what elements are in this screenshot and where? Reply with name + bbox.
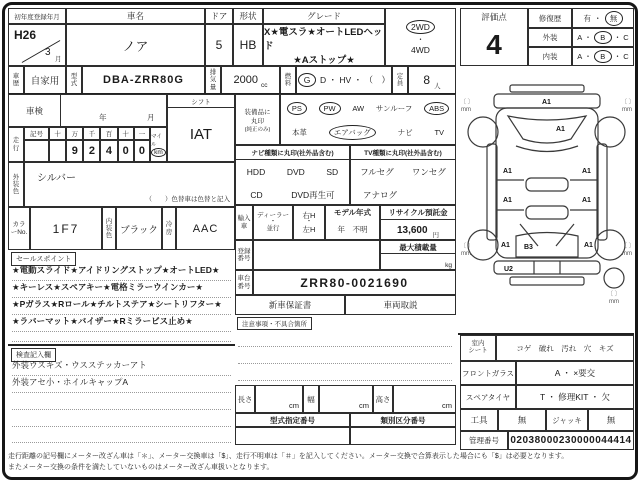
mileage-table — [24, 127, 150, 162]
footer-note-line1: 走行距離の記号欄にメーター改ざん車は「＊」、メーター交換車は「$」、走行不明車は「＃」を記入してください。メーター交換で合算表示した場合にも「$」は必要となります。 — [8, 453, 569, 460]
tread-unit: mm — [622, 251, 632, 257]
type-number-value — [235, 427, 350, 445]
tv-analog: アナログ — [363, 190, 398, 200]
mileage-unit-mile: マイル — [151, 134, 162, 148]
fuel-gasoline: G — [298, 73, 316, 87]
front-top-strip — [510, 85, 584, 92]
damage-code-rear-bumper: U2 — [504, 266, 513, 273]
repair-yes: 有 — [583, 13, 591, 23]
tread-bracket: 〔 〕 — [460, 100, 474, 106]
rear-seat — [526, 206, 568, 219]
damage-code-tailgate: B3 — [524, 244, 533, 251]
width-label: 幅 — [303, 385, 319, 413]
repair-history-label: 修復歴 — [528, 8, 572, 28]
nav-dvd-play: DVD再生可 — [291, 190, 335, 200]
jack-value: 無 — [588, 409, 634, 431]
fuel-label: 燃料 — [280, 66, 296, 94]
capacity-unit: 人 — [434, 82, 441, 90]
import-dealer-cell — [253, 205, 293, 240]
spare-tire — [604, 268, 624, 288]
reg-month: 3 — [45, 47, 51, 58]
tread-unit: mm — [461, 251, 471, 257]
tread-unit: mm — [461, 107, 471, 113]
handle-cell — [293, 205, 325, 240]
equipment-label-1: 装備品に — [244, 108, 271, 116]
car-name-label: 車名 — [66, 8, 205, 24]
bumper-notches — [534, 261, 560, 274]
mid-seat — [526, 178, 568, 191]
door-count: 5 — [205, 24, 233, 66]
front-left-wheel — [468, 117, 498, 147]
shift-value: IAT — [189, 125, 213, 143]
grade-c: C — [623, 33, 629, 42]
mgmt-number-label: 管理番号 — [460, 431, 508, 450]
grade-a: A — [577, 52, 583, 61]
max-load-label: 最大積載量 — [381, 241, 455, 254]
grade-b: B — [594, 50, 612, 63]
import-parallel: 並行 — [266, 224, 280, 232]
sales-line: ★電動スライド★アイドリングストップ★オートLED★ — [12, 264, 231, 281]
fuel-cell — [296, 66, 392, 94]
model-code-label: 型式 — [66, 66, 82, 94]
equipment-label — [235, 94, 280, 145]
nav-type-label: ナビ種類に丸印(社外品含む) — [236, 146, 349, 160]
equip-airbag: エアバッグ — [329, 125, 376, 140]
mileage-col: 一 — [134, 127, 150, 140]
shift-label: シフト — [168, 95, 234, 108]
nav-sd: SD — [326, 167, 339, 177]
mileage-col: 千 — [83, 127, 100, 140]
mileage-unit-cell — [150, 127, 167, 162]
dotted-line — [12, 393, 231, 410]
model-year-value: 年 不明 — [337, 224, 368, 234]
ext-color-note: （ ）色替車は色替と記入 — [145, 196, 230, 203]
damage-code-right-front-door: A1 — [582, 168, 591, 175]
drive-4wd: 4WD — [411, 44, 430, 55]
dotted-line — [12, 332, 231, 342]
repair-no: 無 — [605, 11, 623, 26]
handle-left: 左H — [302, 224, 316, 234]
mileage-digit: 4 — [100, 140, 117, 162]
reg-date-label: 初年度登録年月 — [8, 8, 66, 24]
recycle-label: リサイクル預託金 — [381, 206, 455, 220]
model-code: DBA-ZRR80G — [82, 66, 205, 94]
equip-leather: 本革 — [291, 128, 307, 137]
tread-bracket: 〔 〕 — [621, 244, 635, 250]
import-dot: ・ — [269, 218, 277, 226]
ext-color-cell — [24, 162, 235, 207]
recycle-unit: 円 — [432, 231, 440, 239]
grade-cell — [263, 24, 385, 66]
capacity-cell — [408, 66, 456, 94]
footer-notes — [8, 452, 632, 474]
footer-note-line2: またメーター交換の条件を満たしていないものはメーター改ざん車扱いとなります。 — [8, 463, 274, 471]
mileage-digit: 0 — [134, 140, 150, 162]
nav-dvd: DVD — [286, 167, 305, 177]
front-right-wheel — [595, 117, 625, 147]
repair-history-value — [572, 8, 634, 28]
score-cell — [460, 8, 528, 66]
sales-points-label: セールスポイント — [11, 252, 76, 266]
equipment-grid — [280, 94, 456, 145]
inspection-notes — [8, 347, 235, 445]
displacement-unit: cc — [260, 81, 268, 89]
mileage-digit: 9 — [66, 140, 83, 162]
max-load-unit: kg — [445, 262, 452, 269]
shaken-month-label: 月 — [147, 113, 155, 122]
tread-unit: mm — [609, 299, 619, 305]
mileage-col: 記号 — [24, 127, 49, 140]
recycle-amount: 13,600 — [396, 224, 428, 236]
capacity: 8 — [423, 73, 431, 87]
shaken-label: 車検 — [8, 94, 61, 127]
body-shape: HB — [233, 24, 263, 66]
width-unit: cm — [359, 401, 369, 410]
dotted-line — [238, 347, 452, 364]
registration-label: 登録番号 — [235, 240, 253, 270]
grade-label: グレード — [263, 8, 385, 24]
equipment-label-3: (純正のみ) — [244, 126, 271, 133]
inspection-line: 外装ウスキズ・ウスステッカーアト — [12, 359, 231, 376]
displacement: 2000 — [233, 74, 258, 86]
history-label: 車歴 — [8, 66, 24, 94]
damage-code-left-front-door: A1 — [503, 168, 512, 175]
equip-navi: ナビ — [397, 128, 413, 137]
grade-a: A — [577, 33, 583, 42]
mileage-label: 走行 — [8, 127, 24, 162]
ext-color-value: シルバー — [37, 173, 77, 184]
month-unit: 月 — [55, 56, 62, 63]
interior-grade-label: 内装 — [528, 47, 572, 66]
windshield-label: フロントガラス — [460, 361, 516, 385]
seat-label-cell — [460, 335, 496, 361]
inspection-notes-label: 検査記入欄 — [11, 348, 56, 362]
grade-line2: ★Aストップ★ — [293, 55, 355, 66]
tv-type-label: TV種類に丸印(社外品含む) — [351, 146, 455, 160]
damage-code-right-quarter: A1 — [584, 242, 593, 249]
interior-grade-value — [572, 47, 634, 66]
jack-label: ジャッキ — [546, 409, 588, 431]
ac-label: 冷房 — [162, 207, 176, 250]
mileage-col: 十 — [49, 127, 66, 140]
int-color: ブラック — [116, 207, 162, 250]
drive-2wd: 2WD — [406, 20, 435, 34]
mileage-digit: 0 — [118, 140, 134, 162]
dotted-line — [238, 331, 452, 347]
ac-value: AAC — [176, 207, 235, 250]
chassis-label: 車台番号 — [235, 270, 253, 295]
nav-cd: CD — [250, 190, 263, 200]
capacity-label: 定員 — [392, 66, 408, 94]
exterior-grade-label: 外装 — [528, 28, 572, 47]
nav-type-cell — [235, 145, 350, 205]
tools-value: 無 — [498, 409, 546, 431]
mileage-digit — [24, 140, 49, 162]
score-label: 評価点 — [481, 12, 507, 22]
color-no: 1F7 — [30, 207, 102, 250]
sep-dot: ・ — [594, 13, 602, 23]
sep-dot: ・ — [584, 33, 592, 42]
sales-line: ★キーレス★スペアキー★電格ミラーウインカー★ — [12, 281, 231, 298]
nav-hdd: HDD — [246, 167, 266, 177]
sales-line: ★Pガラス★Rロール★チルトステア★シートリフター★ — [12, 298, 231, 315]
score-value: 4 — [486, 29, 502, 60]
tv-oneseg: ワンセグ — [411, 167, 446, 177]
class-number-label: 類別区分番号 — [350, 413, 456, 427]
manual-label: 車両取説 — [345, 295, 456, 315]
max-load-cell — [380, 240, 456, 270]
shift-cell — [167, 94, 235, 162]
rear-bottom-strip — [510, 277, 584, 285]
shaken-cell — [8, 94, 167, 127]
import-dealer: ディーラー — [257, 211, 289, 219]
windshield — [508, 116, 586, 143]
equip-pw: PW — [319, 102, 341, 115]
spare-tire-label: スペアタイヤ — [460, 385, 516, 409]
sep-dot: ・ — [613, 33, 622, 42]
grade-b: B — [594, 31, 612, 44]
equip-ps: PS — [287, 102, 307, 115]
tread-unit: mm — [622, 107, 632, 113]
seat-label-2: シート — [468, 347, 488, 354]
color-no-label: カラーNo. — [8, 207, 30, 250]
width-value — [319, 385, 373, 413]
mileage-col: 万 — [66, 127, 83, 140]
model-year-label: モデル年式 — [333, 208, 372, 217]
sep-dot: ・ — [613, 52, 622, 61]
handle-right: 右H — [302, 210, 316, 220]
equipment-label-2: 丸印 — [251, 117, 264, 125]
reg-year: H26 — [14, 28, 37, 42]
windshield-value: A ・ ×要交 — [516, 361, 634, 385]
grade-c: C — [623, 52, 629, 61]
warranty-label: 新車保証書 — [235, 295, 345, 315]
car-body — [496, 108, 598, 258]
mileage-col: 百 — [100, 127, 117, 140]
length-value — [255, 385, 303, 413]
equip-aw: AW — [352, 103, 365, 113]
handle-dot: ・ — [305, 218, 313, 226]
cargo-lines — [520, 224, 574, 246]
car-name: ノア — [66, 24, 205, 66]
length-label: 長さ — [235, 385, 255, 413]
class-number-value — [350, 427, 456, 445]
history-value: 自家用 — [24, 66, 66, 94]
damage-code-right-rear-door: A1 — [582, 197, 591, 204]
fuel-options: D ・ HV ・ （ ） — [320, 75, 390, 85]
damage-code-left-rear-door: A1 — [503, 197, 512, 204]
divider — [8, 344, 235, 346]
exterior-grade-value — [572, 28, 634, 47]
tread-bracket: 〔 〕 — [460, 244, 474, 250]
dashboard-line — [516, 146, 578, 152]
tread-bracket: 〔 〕 — [621, 100, 635, 106]
registration-value — [253, 240, 380, 270]
type-number-label: 型式指定番号 — [235, 413, 350, 427]
damage-code-left-quarter: A1 — [501, 242, 510, 249]
seat-options: コゲ 破れ 汚れ 穴 キズ — [496, 335, 634, 361]
spare-tire-value: T ・ 修理KIT ・ 欠 — [516, 385, 634, 409]
mileage-col: 十 — [118, 127, 134, 140]
ext-color-label: 外装色 — [8, 162, 24, 207]
damage-code-front-bumper: A1 — [542, 99, 551, 106]
car-damage-diagram — [458, 80, 636, 332]
tv-type-cell — [350, 145, 456, 205]
height-label: 高さ — [373, 385, 393, 413]
recycle-cell — [380, 205, 456, 240]
door-label: ドア — [205, 8, 233, 24]
equip-sunroof: サンルーフ — [375, 103, 413, 113]
height-unit: cm — [442, 401, 452, 410]
dotted-line — [238, 364, 452, 381]
mileage-digit — [49, 140, 66, 162]
tools-label: 工具 — [460, 409, 498, 431]
length-unit: cm — [289, 401, 299, 410]
seat-label-1: 室内 — [471, 340, 485, 348]
dotted-line — [12, 427, 231, 443]
import-label: 輸入車 — [235, 205, 253, 240]
equip-tv: TV — [434, 128, 445, 137]
shaken-year-label: 年 — [99, 113, 107, 122]
damage-code-hood: A1 — [556, 126, 565, 133]
cautions — [235, 315, 456, 385]
cautions-label: 注意事項・不具合箇所 — [237, 317, 312, 330]
model-year-cell — [325, 205, 380, 240]
dotted-line — [12, 410, 231, 427]
inspection-line: 外装アセ小・ホイルキャップA — [12, 376, 231, 393]
mgmt-number: 02038000230000044414 — [508, 431, 634, 450]
displacement-label: 排気量 — [205, 66, 221, 94]
tv-fullseg: フルセグ — [360, 167, 394, 177]
mileage-unit-km: km — [151, 148, 166, 157]
drive-dot: ・ — [416, 34, 425, 44]
chassis-number: ZRR80-0021690 — [253, 270, 456, 295]
grade-line1: X★電スラ★オートLEDヘッド — [264, 27, 383, 52]
sales-points — [8, 250, 235, 344]
displacement-cell — [221, 66, 280, 94]
int-color-label: 内装色 — [102, 207, 116, 250]
tread-bracket: 〔 〕 — [607, 292, 621, 298]
sales-line: ★ラバーマット★バイザー★Rミラービス止め★ — [12, 315, 231, 332]
sep-dot: ・ — [584, 52, 592, 61]
height-value — [393, 385, 456, 413]
reg-date-cell — [8, 24, 66, 66]
mileage-digit: 2 — [83, 140, 100, 162]
equip-abs: ABS — [424, 102, 449, 115]
drive-type-cell — [385, 8, 456, 66]
shape-label: 形状 — [233, 8, 263, 24]
